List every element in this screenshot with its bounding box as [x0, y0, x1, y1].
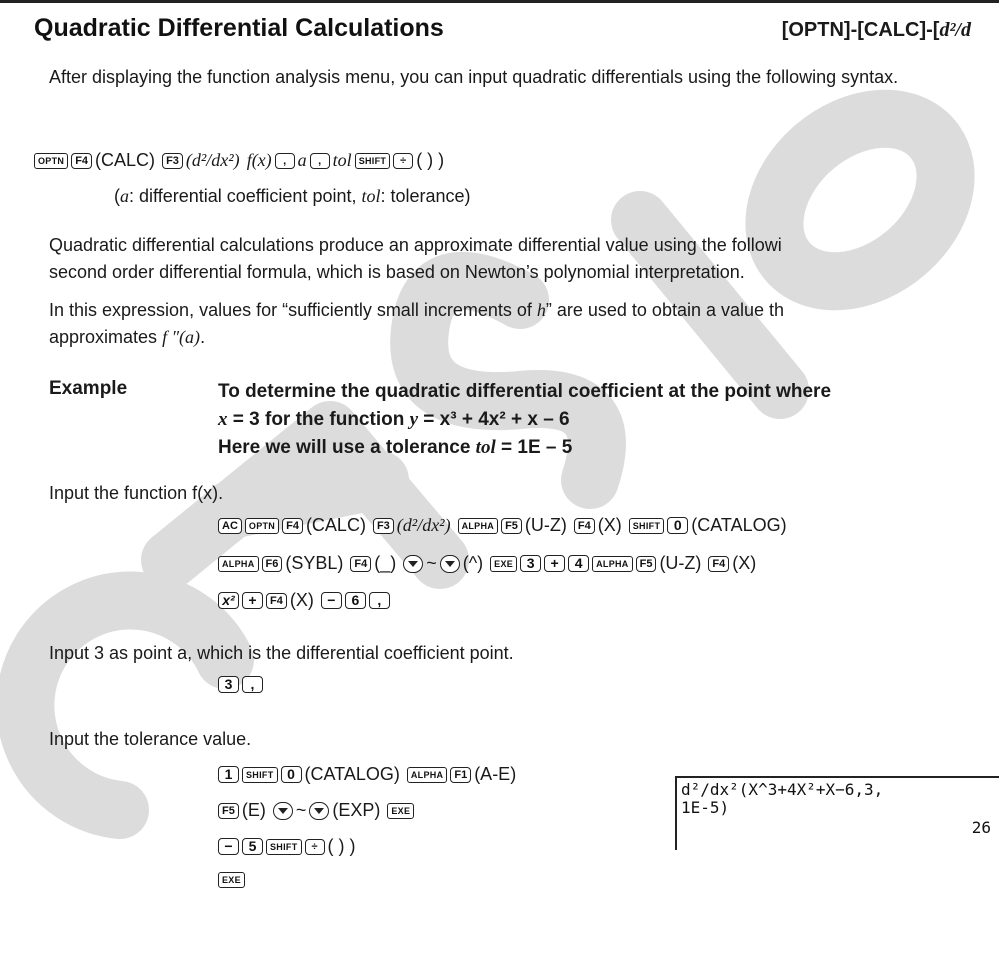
screen-line-1: d²/dx²(X^3+4X²+X−6,3,: [681, 780, 884, 799]
comma-key: ,: [310, 153, 330, 169]
key-sequence-4: [218, 676, 263, 693]
para2-fpp: f ″(a): [162, 327, 201, 347]
f3-key: F3: [373, 518, 394, 534]
example-line1: To determine the quadratic differential coefficient at the point where: [218, 381, 832, 402]
screen-result: 26: [971, 818, 991, 837]
alpha-key: ALPHA: [458, 518, 499, 534]
exe-key: EXE: [490, 556, 517, 572]
calc-label: (CALC): [305, 515, 366, 535]
tilde-label: ~: [295, 800, 307, 820]
para2-text-a: In this expression, values for “sufficiently small increments of: [49, 300, 537, 320]
para2-period: .: [200, 327, 206, 347]
five-key: 5: [242, 838, 263, 855]
step-input-point: Input 3 as point a, which is the differential coefficient point.: [49, 643, 514, 663]
example-y: y: [409, 409, 419, 430]
f4-key: F4: [282, 518, 303, 534]
calc-label: (CALC): [95, 150, 156, 170]
x-label: (X): [289, 590, 314, 610]
page-title: Quadratic Differential Calculations: [34, 14, 444, 42]
para2-line1: [49, 297, 784, 324]
example-line3-b: = 1E – 5: [495, 437, 573, 458]
uz-label: (U-Z): [659, 553, 702, 573]
key-sequence-7: [218, 836, 355, 857]
intro-paragraph: [49, 64, 954, 91]
d2dx2-label: (d²/dx²): [185, 150, 240, 170]
catalog-label: (CATALOG): [304, 764, 400, 784]
example-label: Example: [49, 378, 128, 399]
alpha-key: ALPHA: [592, 556, 633, 572]
key-sequence-5: [218, 764, 516, 785]
key-sequence-2: [218, 553, 756, 574]
down-arrow-icon: [273, 802, 293, 820]
example-line3-a: Here we will use a tolerance: [218, 437, 476, 458]
four-key: 4: [568, 555, 589, 572]
x-label: (X): [597, 515, 622, 535]
comma-key: ,: [369, 592, 390, 609]
key-path-text: [OPTN]-[CALC]-[: [781, 19, 940, 41]
alpha-key: ALPHA: [218, 556, 259, 572]
f5-key: F5: [501, 518, 522, 534]
paren-label: ( ) ): [327, 836, 356, 856]
fx-label: f(x): [246, 150, 272, 170]
minus-key: −: [218, 838, 239, 855]
calculator-screen: [675, 776, 999, 850]
example-description: [218, 378, 831, 462]
exe-key: EXE: [218, 872, 245, 888]
para1-line2: second order differential formula, which is based on Newton’s polynomial interpretation.: [49, 262, 745, 282]
note-tol-text: : tolerance): [380, 186, 471, 206]
example-line3: [218, 434, 831, 462]
f5-key: F5: [636, 556, 657, 572]
exp-label: (EXP): [332, 800, 381, 820]
tilde-label: ~: [426, 553, 437, 573]
note-a: a: [120, 186, 129, 206]
three-key: 3: [218, 676, 239, 693]
comma-key: ,: [242, 676, 263, 693]
divide-key: ÷: [305, 839, 325, 855]
catalog-label: (CATALOG): [691, 515, 787, 535]
a-label: a: [297, 150, 307, 170]
para2-text-b: ” are used to obtain a value th: [545, 300, 785, 320]
zero-key: 0: [667, 517, 688, 534]
d2dx2-label: (d²/dx²): [396, 515, 451, 535]
down-arrow-icon: [403, 555, 423, 573]
underscore-label: (_): [374, 553, 397, 573]
shift-key: SHIFT: [355, 153, 391, 169]
f6-key: F6: [262, 556, 283, 572]
uz-label: (U-Z): [524, 515, 567, 535]
exe-key: EXE: [387, 803, 414, 819]
f4-key: F4: [574, 518, 595, 534]
x-squared-key: x²: [218, 592, 239, 609]
f3-key: F3: [162, 153, 183, 169]
step-input-function: Input the function f(x).: [49, 483, 224, 503]
top-rule: [0, 0, 999, 3]
down-arrow-icon: [440, 555, 460, 573]
f4-key: F4: [266, 593, 287, 609]
one-key: 1: [218, 766, 239, 783]
zero-key: 0: [281, 766, 302, 783]
caret-label: (^): [462, 553, 484, 573]
tol-label: tol: [332, 150, 352, 170]
minus-key: −: [321, 592, 342, 609]
note-open: (: [114, 186, 120, 206]
ae-label: (A-E): [474, 764, 517, 784]
example-line2-b: = 3 for the function: [227, 409, 410, 430]
f4-key: F4: [350, 556, 371, 572]
shift-key: SHIFT: [242, 767, 278, 783]
sybl-label: (SYBL): [285, 553, 344, 573]
note-a-text: : differential coefficient point,: [129, 186, 362, 206]
key-sequence-3: [218, 590, 390, 611]
plus-key: +: [544, 555, 565, 572]
f4-key: F4: [71, 153, 92, 169]
key-sequence-6: [218, 800, 414, 821]
key-path-math: d²/d: [939, 19, 971, 41]
f4-key: F4: [708, 556, 729, 572]
six-key: 6: [345, 592, 366, 609]
para2-line2: [49, 324, 205, 351]
plus-key: +: [242, 592, 263, 609]
f1-key: F1: [450, 767, 471, 783]
example-x: x: [218, 409, 228, 430]
alpha-key: ALPHA: [407, 767, 448, 783]
key-sequence-1: [218, 515, 787, 536]
syntax-note: [114, 183, 471, 210]
step-input-tolerance: Input the tolerance value.: [49, 729, 252, 749]
x-label: (X): [732, 553, 757, 573]
para2-h: h: [536, 300, 546, 320]
example-line2: [218, 406, 831, 434]
key-sequence-8: [218, 872, 245, 888]
para1-line1: Quadratic differential calculations produce an approximate differential value using the followi: [49, 235, 782, 255]
f5-key: F5: [218, 803, 239, 819]
shift-key: SHIFT: [266, 839, 302, 855]
syntax-sequence: [34, 150, 444, 171]
down-arrow-icon: [309, 802, 329, 820]
optn-key: OPTN: [245, 518, 279, 534]
note-tol: tol: [361, 186, 381, 206]
example-tol: tol: [475, 437, 496, 458]
e-label: (E): [241, 800, 266, 820]
comma-key: ,: [275, 153, 295, 169]
close-paren-label: ( ) ): [416, 150, 445, 170]
ac-key: AC: [218, 518, 242, 534]
divide-key: ÷: [393, 153, 413, 169]
example-line2-d: = x³ + 4x² + x – 6: [418, 409, 570, 430]
para2-line2-text: approximates: [49, 327, 163, 347]
screen-line-2: 1E-5): [681, 798, 730, 817]
three-key: 3: [520, 555, 541, 572]
optn-key: OPTN: [34, 153, 68, 169]
intro-text: After displaying the function analysis menu, you can input quadratic differentials using the following syntax.: [49, 67, 899, 87]
shift-key: SHIFT: [629, 518, 665, 534]
key-path: [782, 19, 971, 42]
